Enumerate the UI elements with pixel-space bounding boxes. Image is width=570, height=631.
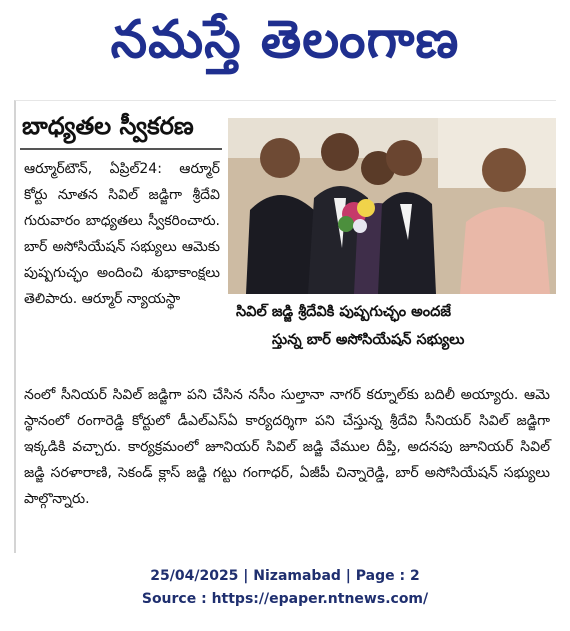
article-photo [228,118,556,294]
caption-line-1: సివిల్ జడ్జి శ్రీదేవికి పుష్పగుచ్ఛం అందజే [236,304,451,320]
article-body-continued: నంలో సీనియర్ సివిల్ జడ్జిగా పని చేసిన నసీం సుల్తానా నాగర్ కర్నూల్‌కు బదిలీ అయ్యారు. ఆమె స్థానంలో రంగారెడ్డి కోర్టులో డీఎల్ఎస్ఏ కార్యదర్శిగా పని చేస్తున్న శ్రీదేవి సీనియర్ సివిల్ జడ్జిగా ఇక్కడికి వచ్చారు. కార్యక్రమంలో జూనియర్ సివిల్ జడ్జి వేముల దీప్తి, అదనపు జూనియర్ సివిల్ జడ్జి సరళారాణి, సెకండ్ క్లాస్ జడ్జి గట్టు గంగాధర్, ఏజీపీ చిన్నారెడ్డి, బార్ అసోసియేషన్ సభ్యులు పాల్గొన్నారు. [24,387,550,507]
photo-caption [236,298,554,354]
photo-illustration [228,118,556,294]
masthead [0,0,570,92]
source-link[interactable]: Source : https://epaper.ntnews.com/ [141,591,429,607]
edition-info: 25/04/2025 | Nizamabad | Page : 2 [150,568,420,584]
article-body-column: ఆర్మూర్‌టౌన్, ఏప్రిల్‌24: ఆర్మూర్ కోర్టు నూతన సివిల్ జడ్జిగా శ్రీదేవి గురువారం బాధ్యతలు స్వీకరించారు. బార్ అసోసియేషన్ సభ్యులు ఆమెకు పుష్పగుచ్ఛం అందించి శుభాకాంక్షలు తెలిపారు. ఆర్మూర్ న్యాయస్థా [24,161,220,307]
article-headline: బాధ్యతల స్వీకరణ [22,112,194,140]
headline-rule [20,148,222,150]
masthead-title: నమస్తే తెలంగాణ [110,9,460,70]
caption-line-2: స్తున్న బార్ అసోసియేషన్ సభ్యులు [272,332,465,348]
